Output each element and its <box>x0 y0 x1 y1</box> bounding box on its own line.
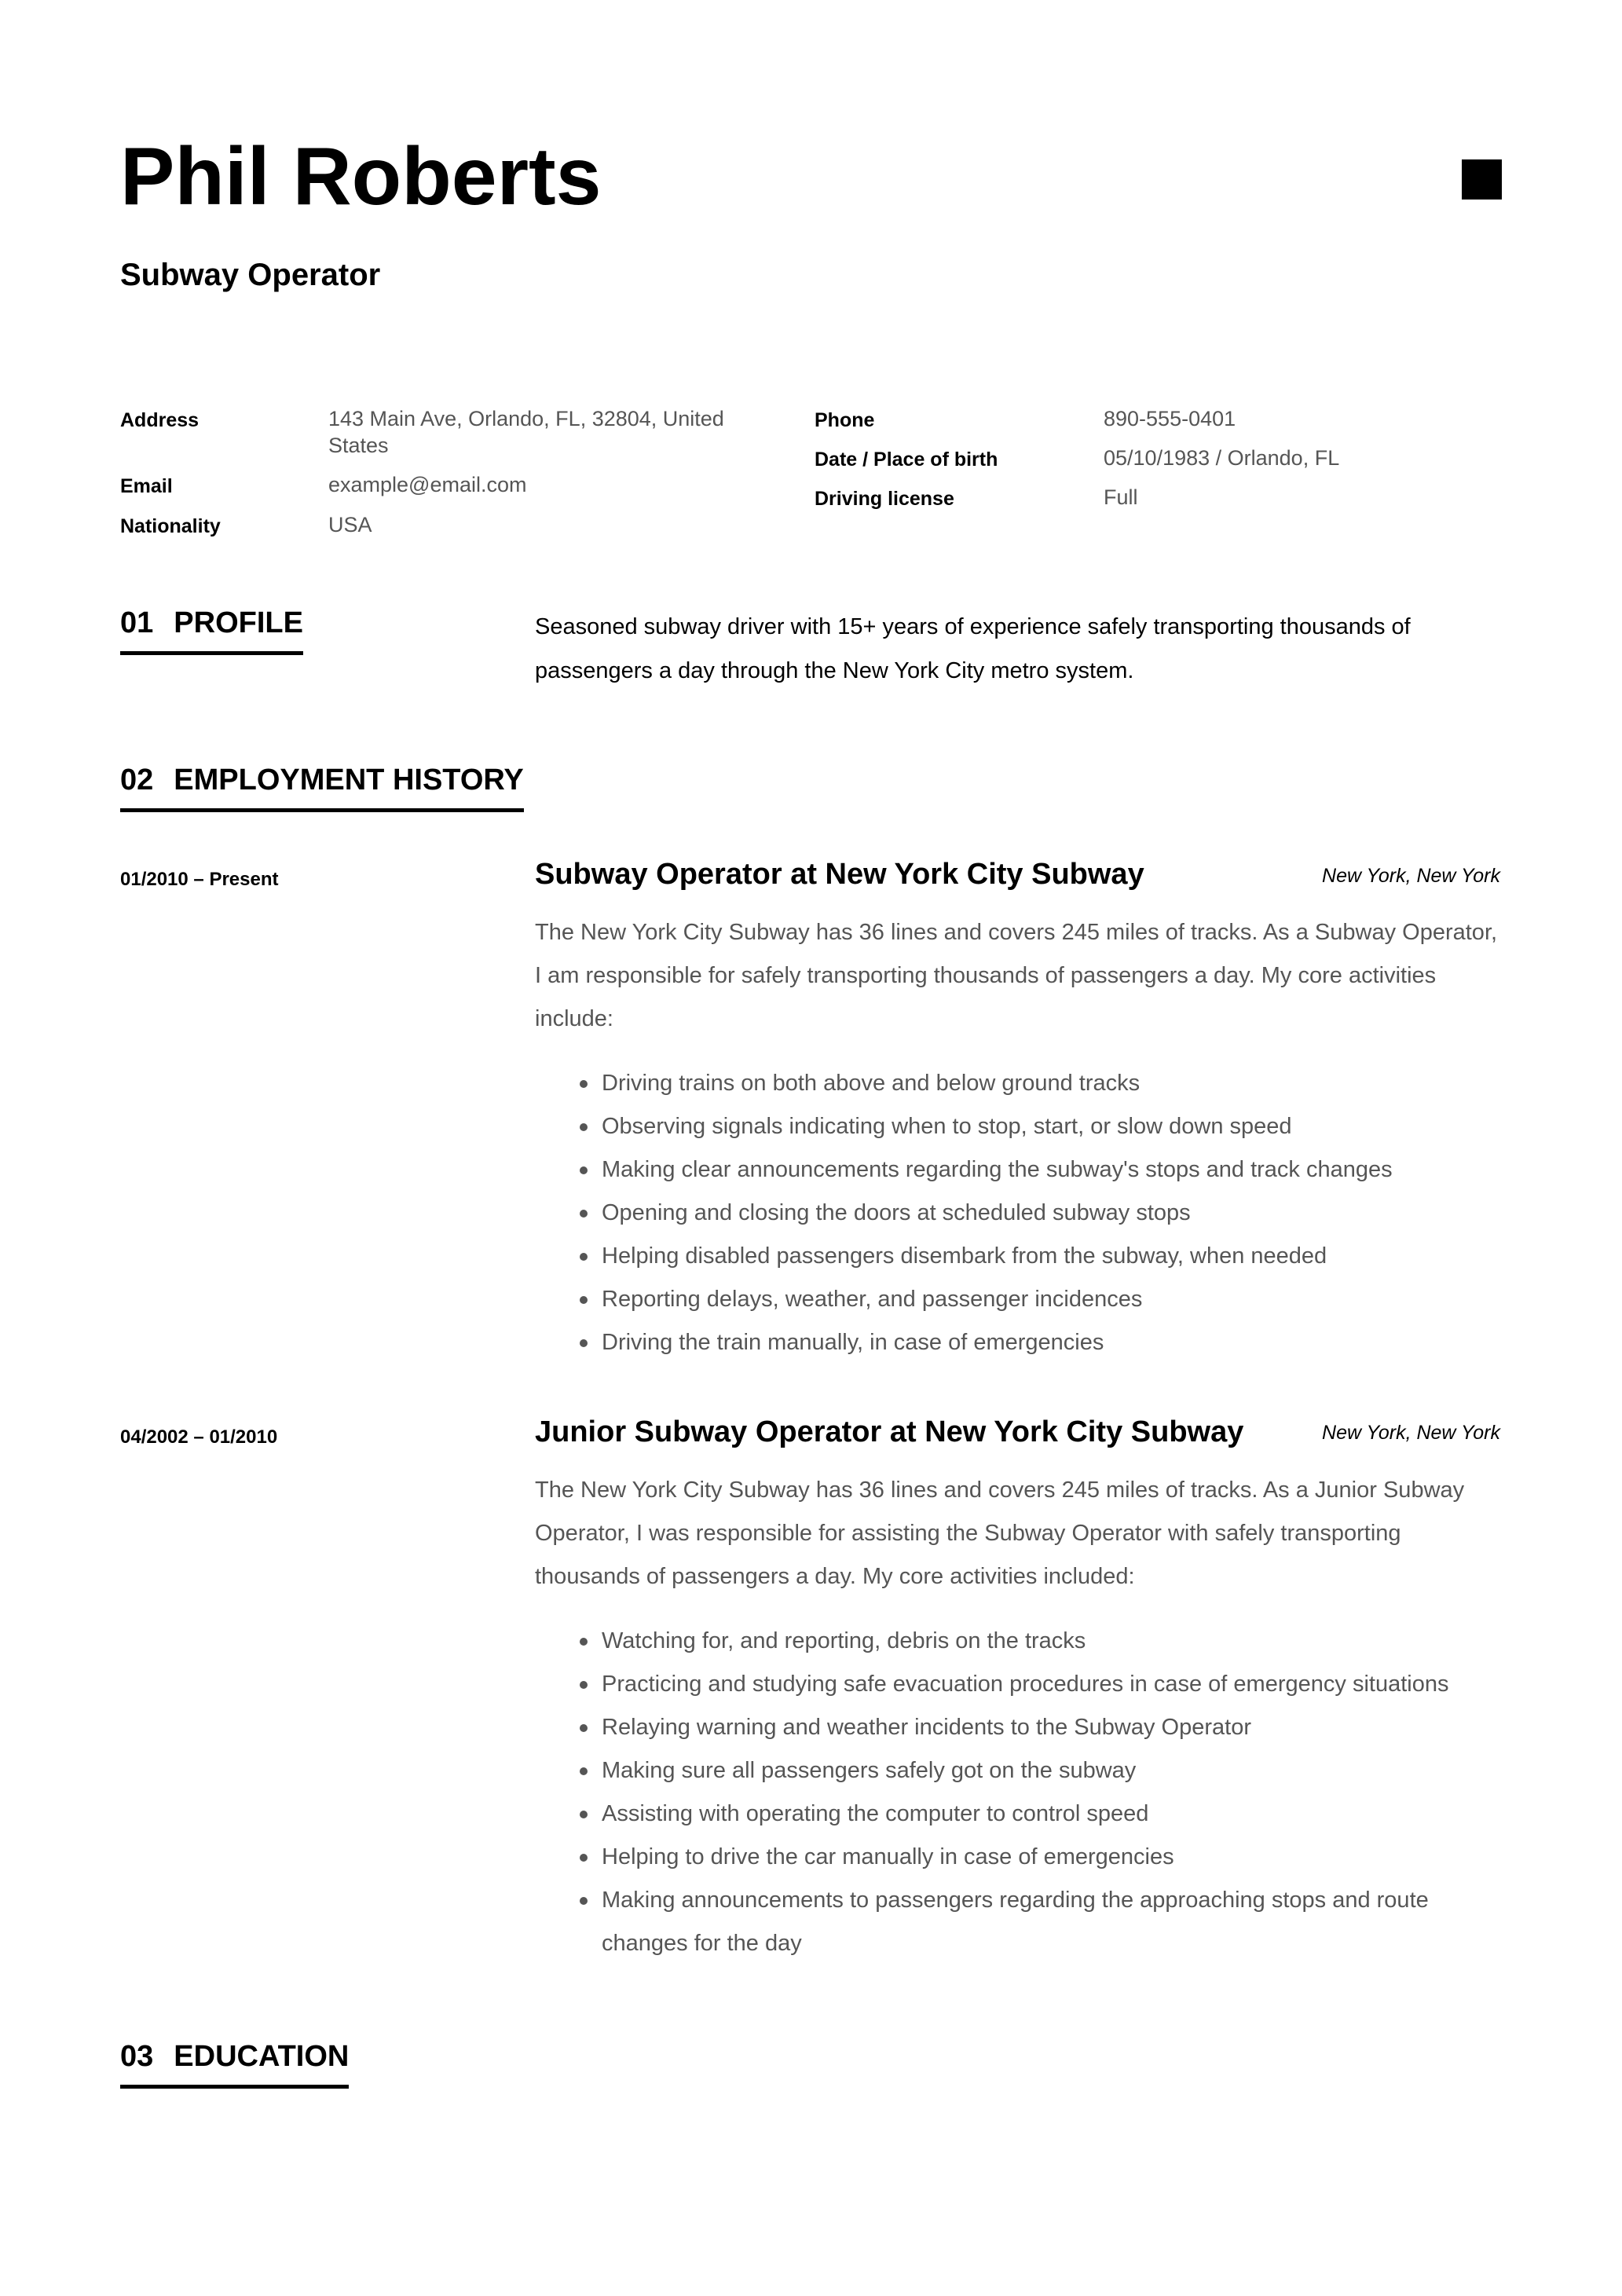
bullet-icon <box>580 1638 588 1646</box>
job-dates: 04/2002 – 01/2010 <box>120 1426 278 1448</box>
list-item: Relaying warning and weather incidents to the Subway Operator <box>573 1706 1508 1749</box>
bullet-icon <box>580 1681 588 1689</box>
bullet-icon <box>580 1296 588 1304</box>
employment-section-heading <box>120 764 524 812</box>
job-dates: 01/2010 – Present <box>120 869 279 890</box>
bullet-icon <box>580 1210 588 1218</box>
section-number: 01 <box>120 606 154 639</box>
phone-label: Phone <box>815 409 875 431</box>
list-item: Making clear announcements regarding the subway's stops and track changes <box>573 1148 1508 1192</box>
job-location: New York, New York <box>1322 865 1500 887</box>
list-item: Helping to drive the car manually in case of emergencies <box>573 1836 1508 1879</box>
job-title: Subway Operator at New York City Subway <box>535 858 1144 891</box>
section-title: PROFILE <box>174 606 303 639</box>
bullet-icon <box>580 1166 588 1174</box>
list-item: Observing signals indicating when to stop, start, or slow down speed <box>573 1105 1508 1148</box>
bullet-icon <box>580 1080 588 1088</box>
section-title: EMPLOYMENT HISTORY <box>174 764 524 796</box>
nationality-label: Nationality <box>120 515 221 537</box>
candidate-job-title: Subway Operator <box>120 258 381 292</box>
bullet-icon <box>580 1897 588 1905</box>
job-description: The New York City Subway has 36 lines and covers 245 miles of tracks. As a Subway Operator, I am responsible for safely transporting thousands of passengers a day. My core activities include: <box>535 920 1498 1031</box>
list-item: Practicing and studying safe evacuation procedures in case of emergency situations <box>573 1663 1508 1706</box>
address-label: Address <box>120 409 200 431</box>
bullet-icon <box>580 1724 588 1732</box>
list-item: Assisting with operating the computer to control speed <box>573 1792 1508 1836</box>
profile-summary: Seasoned subway driver with 15+ years of experience safely transporting thousands of passengers a day through the New York City metro system. <box>535 614 1411 683</box>
list-item: Helping disabled passengers disembark from the subway, when needed <box>573 1235 1508 1278</box>
list-item: Reporting delays, weather, and passenger incidences <box>573 1278 1508 1321</box>
birth-value: 05/10/1983 / Orlando, FL <box>1104 446 1340 470</box>
birth-label: Date / Place of birth <box>815 449 998 471</box>
nationality-value: USA <box>328 513 372 536</box>
bullet-icon <box>580 1854 588 1862</box>
list-item: Making sure all passengers safely got on the subway <box>573 1749 1508 1792</box>
bullet-icon <box>580 1339 588 1347</box>
job-title: Junior Subway Operator at New York City Subway <box>535 1415 1244 1448</box>
list-item: Watching for, and reporting, debris on the tracks <box>573 1620 1508 1663</box>
profile-section-heading <box>120 606 303 655</box>
job-description: The New York City Subway has 36 lines and covers 245 miles of tracks. As a Junior Subway Operator, I was responsible for assisting the Subway Operator with safely transporting thousands of passengers a day. My core activities included: <box>535 1478 1465 1589</box>
section-title: EDUCATION <box>174 2040 350 2073</box>
education-section-heading <box>120 2040 349 2089</box>
license-label: Driving license <box>815 488 954 510</box>
bullet-icon <box>580 1123 588 1131</box>
candidate-name: Phil Roberts <box>120 131 602 222</box>
square-icon <box>1462 159 1502 200</box>
bullet-icon <box>580 1253 588 1261</box>
job-duties-list <box>573 1620 1508 1965</box>
bullet-icon <box>580 1811 588 1818</box>
phone-value: 890-555-0401 <box>1104 407 1236 430</box>
list-item: Making announcements to passengers regarding the approaching stops and route changes for the day <box>573 1879 1508 1965</box>
section-number: 02 <box>120 764 154 796</box>
email-label: Email <box>120 475 173 497</box>
section-number: 03 <box>120 2040 154 2073</box>
list-item: Opening and closing the doors at scheduled subway stops <box>573 1192 1508 1235</box>
list-item: Driving the train manually, in case of emergencies <box>573 1321 1508 1364</box>
list-item: Driving trains on both above and below ground tracks <box>573 1062 1508 1105</box>
job-duties-list <box>573 1062 1508 1364</box>
license-value: Full <box>1104 485 1138 509</box>
email-value: example@email.com <box>328 473 527 496</box>
job-location: New York, New York <box>1322 1422 1500 1444</box>
address-value: 143 Main Ave, Orlando, FL, 32804, United States <box>328 407 724 457</box>
bullet-icon <box>580 1767 588 1775</box>
